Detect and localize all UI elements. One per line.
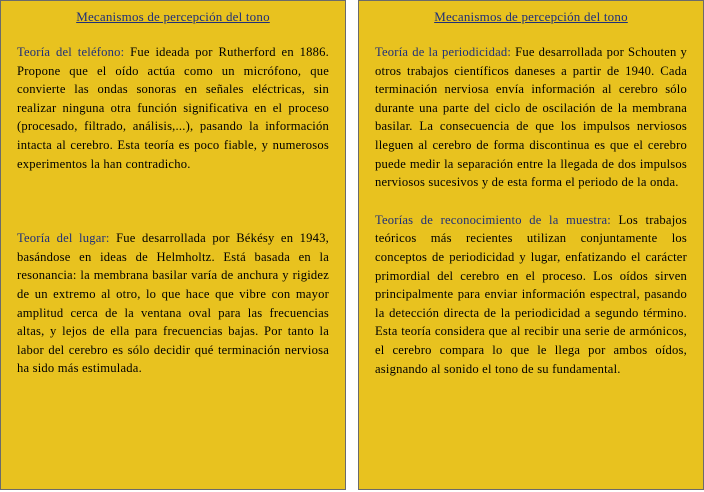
periodicity-theory-term: Teoría de la periodicidad: [375,45,512,59]
periodicity-theory-paragraph [375,43,687,192]
place-theory-term: Teoría del lugar: [17,231,110,246]
pattern-recognition-paragraph [375,211,687,378]
place-theory-paragraph [17,229,329,378]
left-panel-title: Mecanismos de percepción del tono [76,9,270,24]
telephone-theory-paragraph [17,43,329,173]
pattern-recognition-text: Los trabajos teóricos más recientes utilizan conjuntamente los conceptos de periodicidad y lugar, enfatizando el carácter primordial del cerebro en el proceso. Los oídos sirven principalmente para enviar información espectral, pasando la detección directa de la periodicidad a segundo término. Esta teoría considera que al recibir una serie de armónicos, el cerebro compara lo que le llega por ambos oídos, asignando al sonido el tono de su fundamental. [375,212,687,376]
right-panel [358,0,704,490]
pattern-recognition-term: Teorías de reconocimiento de la muestra: [375,212,612,227]
left-panel [0,0,346,490]
right-panel-title: Mecanismos de percepción del tono [434,9,628,24]
periodicity-theory-text: Fue desarrollada por Schouten y otros trabajos científicos daneses a partir de 1940. Cada terminación nerviosa envía información al cerebro sólo durante una parte del ciclo de oscilación de la membrana basilar. La consecuencia de que los impulsos nerviosos lleguen al cerebro de forma discontinua es que el cerebro puede medir la separación entre la llegada de dos impulsos nerviosos sucesivos y de esta forma el periodo de la onda. [375,45,688,190]
telephone-theory-text: Fue ideada por Rutherford en 1886. Propone que el oído actúa como un micrófono, que convierte las ondas sonoras en señales eléctricas, sin realizar ninguna otra función significativa en el proceso (procesado, filtrado, análisis,...), pasando la información intacta al cerebro. Esta teoría es poco fiable, y numerosos experimentos la han contradicho. [17,45,329,171]
place-theory-text: Fue desarrollada por Békésy en 1943, basándose en ideas de Helmholtz. Está basada en la resonancia: la membrana basilar varía de anchura y rigidez de un extremo al otro, lo que hace que vibre con mayor amplitud cerca de la ventana oval para las frecuencias altas, y lejos de ella para frecuencias bajas. Por tanto la labor del cerebro es sólo decidir qué terminación nerviosa ha sido más estimulada. [17,231,329,376]
telephone-theory-term: Teoría del teléfono: [17,45,125,59]
